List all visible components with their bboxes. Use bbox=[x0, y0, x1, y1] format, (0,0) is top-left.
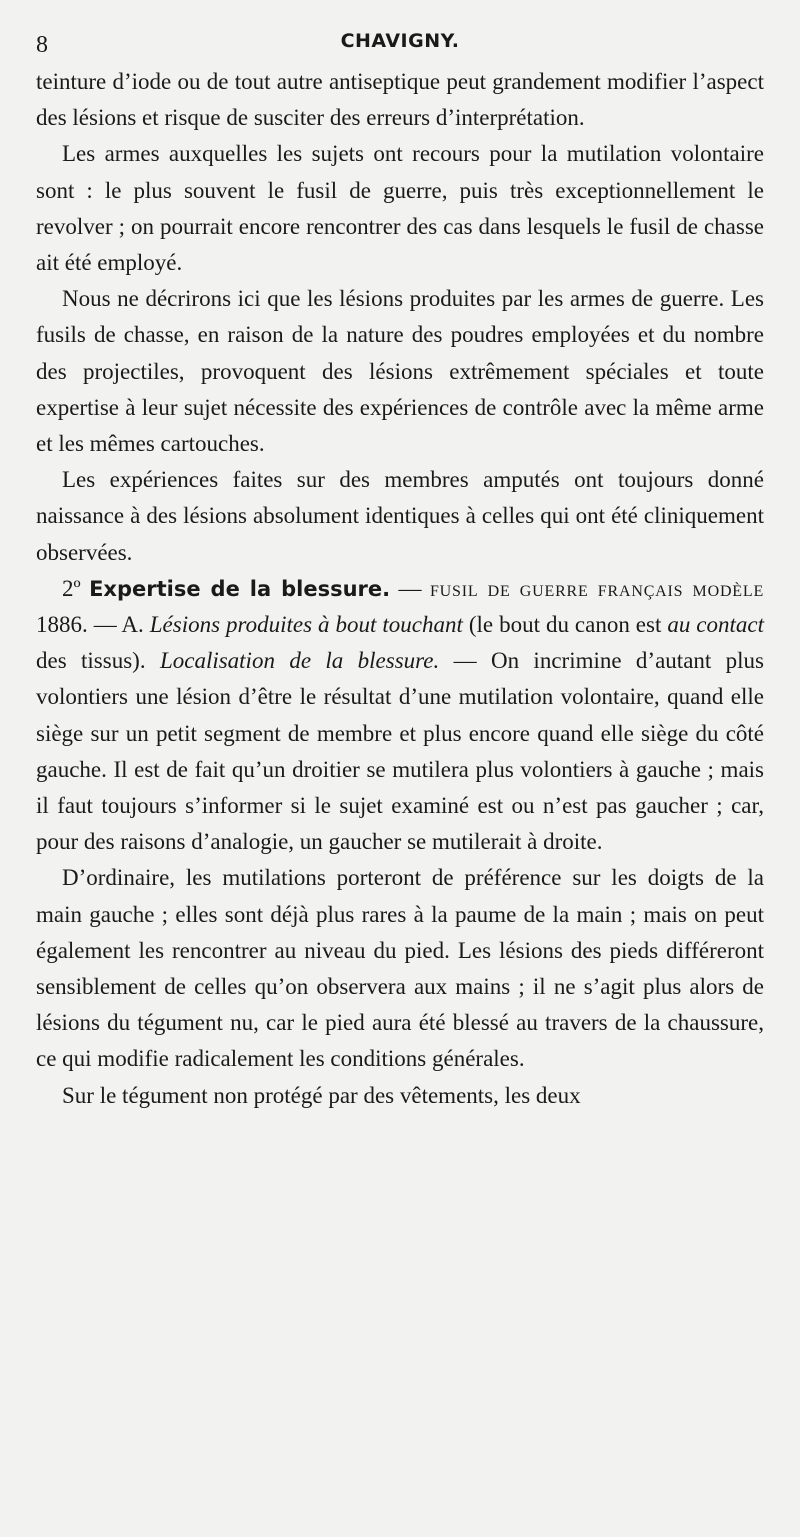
section-text: — On incrimine d’autant plus volontiers une lésion d’être le résultat d’une mutilation volontaire, quand elle siège sur un petit segment de membre et plus encore quand elle siège du côté gauche. Il est de fait qu’un droitier se mutilera plus volontiers à gauche ; mais il faut toujours s’informer si le sujet examiné est ou n’est pas gaucher ; car, pour des raisons d’analogie, un gaucher se mutilerait à droite. bbox=[36, 648, 764, 855]
dash: — A. bbox=[87, 612, 150, 638]
section-title: Expertise de la blessure. bbox=[89, 576, 391, 601]
paragraph: D’ordinaire, les mutilations porteront de préférence sur les doigts de la main gauche ; elles sont déjà plus rares à la paume de la main ; mais on peut également les rencontrer au niveau du pied. Les lésions des pieds différeront sensiblement de celles qu’on observera aux mains ; il ne s’agit plus alors de lésions du tégument nu, car le pied aura été blessé au travers de la chaussure, ce qui modifie radicalement les conditions générales. bbox=[36, 865, 764, 1072]
parenthetical-emphasis: au contact bbox=[667, 612, 764, 638]
paragraph: Sur le tégument non protégé par des vêtements, les deux bbox=[62, 1082, 581, 1108]
parenthetical: (le bout du canon est bbox=[462, 612, 668, 638]
body-text bbox=[36, 64, 764, 1114]
paragraph: Nous ne décrirons ici que les lésions produites par les armes de guerre. Les fusils de chasse, en raison de la nature des poudres employées et du nombre des projectiles, provoquent des lésions extrêmement spéciales et toute expertise à leur sujet nécessite des expériences de contrôle avec la même arme et les mêmes cartouches. bbox=[36, 286, 764, 457]
page-number: 8 bbox=[36, 32, 48, 58]
section-year: 1886. bbox=[36, 612, 88, 638]
section-paragraph bbox=[36, 571, 764, 861]
section-subtitle: fusil de guerre français modèle bbox=[429, 575, 765, 601]
section-number: 2º bbox=[62, 575, 81, 601]
running-title: CHAVIGNY. bbox=[340, 30, 460, 52]
paragraph: Les expériences faites sur des membres amputés ont toujours donné naissance à des lésions absolument identiques à celles qui ont été cliniquement observées. bbox=[36, 467, 764, 565]
paragraph: teinture d’iode ou de tout autre antiseptique peut grandement modifier l’aspect des lésions et risque de susciter des erreurs d’interprétation. bbox=[36, 69, 764, 131]
subheading: Localisation de la blessure. bbox=[159, 648, 440, 674]
running-head bbox=[36, 24, 764, 64]
subheading: Lésions produites à bout touchant bbox=[149, 612, 463, 638]
parenthetical: des tissus). bbox=[36, 648, 160, 674]
paragraph: Les armes auxquelles les sujets ont recours pour la mutilation volontaire sont : le plus souvent le fusil de guerre, puis très exceptionnellement le revolver ; on pourrait encore rencontrer des cas dans lesquels le fusil de chasse ait été employé. bbox=[36, 141, 764, 276]
dash: — bbox=[390, 575, 430, 601]
